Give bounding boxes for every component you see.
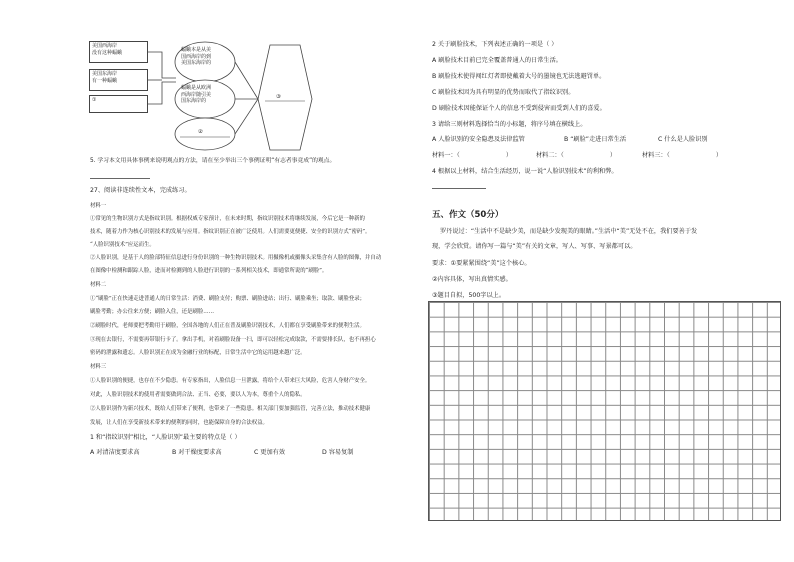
diagram-box-1: ①: [89, 95, 148, 113]
q3-option-a: A 人脸识别的安全隐患及法律监管: [432, 136, 525, 143]
section-27-title: 27、阅读非连续性文本，完成练习。: [90, 187, 191, 194]
essay-requirement-2: ②内容具体，写出真情实感。: [432, 276, 512, 283]
essay-prompt-2: 现，学会欣赏。请你写一篇与“美”有关的文章，写人、写事、写景都可以。: [432, 243, 637, 250]
material-2-title: 材料二: [90, 282, 107, 288]
m3-p2b: 发展，让人们在享受新技术带来的便利的同时，也能保障自身的合法权益。: [90, 420, 268, 426]
q1-option-c: C 更加有效: [254, 449, 286, 456]
q1-option-d: D 容易复制: [322, 449, 354, 456]
q3-blank-3-close: ）: [715, 152, 723, 159]
q2-option-a: A 刷脸技术目前已完全覆盖普通人的日常生活。: [432, 57, 562, 64]
diagram-ellipse-3-label: ②: [198, 129, 203, 135]
q3-blank-2[interactable]: [536, 152, 616, 160]
m2-p2: ②刷脸时代，老师要把考勤用于刷脸，全国各地的人们正在普及刷脸识别技术，人们都在享受刷脸带来的便利生活。: [90, 323, 365, 329]
question-5: 5. 学习本文用具体事例来说明观点的方法，请在至少举出三个事例证明“有志者事竟成”的观点。: [90, 158, 336, 164]
m3-p1: ①人脸识别的便捷，也存在不少隐患。有专家指出，人脸信息一旦泄露，将给个人带来巨大风险，危害人身财产安全。: [90, 378, 371, 384]
q3-blank-1-open: 材料一：（: [432, 152, 460, 159]
diagram-box-east: 美国东海岸 有一种蝠蛾: [89, 69, 148, 91]
m1-p1b: 技术，随着力作为核心识别技术的发展与应用。指纹识别正在被广泛使用。人们需要更便捷、安全的识别方式“密码”。: [90, 229, 371, 235]
q3-option-b: B “刷脸”走进日常生活: [564, 136, 627, 143]
m3-p1b: 对此，人脸识别技术的使用者需要做到合法、正当、必要，要以人为本，尊重个人的隐私。: [90, 392, 306, 398]
question-3-stem: 3 请给三则材料选择恰当的小标题，将序号填在横线上。: [432, 121, 587, 128]
essay-requirement-1: 要求：①要紧紧围绕“美”这个核心。: [432, 260, 531, 267]
q3-blank-3-open: 材料三：（: [642, 152, 670, 159]
diagram-box-west: 美国西海岸 没有这种蝠蛾: [89, 41, 148, 63]
q3-blank-3[interactable]: [642, 152, 722, 160]
diagram-ellipse-2: 蝠蛾是从欧洲 西海岸随引美 国东海岸的: [181, 85, 212, 104]
q2-option-d: D 刷脸技术因能保证个人的信息不受到侵害而受到人们的喜爱。: [432, 105, 606, 112]
q3-option-c: C 什么是人脸识别: [658, 136, 708, 143]
question-2-stem: 2 关于刷脸技术，下列表述正确的一项是（ ）: [432, 41, 558, 48]
m2-p3b: 密码的泄露和遗忘。人脸识别正在成为金融行业的标配，日常生活中它的运用越来越广泛。: [90, 350, 306, 356]
diagram-hex-label: ③: [276, 94, 281, 100]
m1-p2b: 在图像中检测和跟踪人脸，进而对检测到的人脸进行识别的一系列相关技术，即通常所说的“刷脸”。: [90, 268, 328, 274]
q3-blank-1[interactable]: [432, 152, 512, 160]
diagram-lines: [0, 0, 400, 160]
m3-p2: ②人脸识别作为新兴技术，既给人们带来了便利，也带来了一些隐患。相关部门要加强监管，完善立法，推动技术健康: [90, 406, 371, 412]
m2-p1: ①“刷脸”正在快速走进普通人的日常生活：消费、刷脸支付；购票、刷脸进站；出行、刷脸乘坐；取款、刷脸登录；: [90, 296, 366, 302]
q1-option-b: B 对干燥度要求高: [172, 449, 222, 456]
q2-option-c: C 刷脸技术因为具有明显的优势而取代了指纹识别。: [432, 89, 575, 96]
diagram-ellipse-1: 蝠蛾本是从美 国西海岸的到 美国东海岸的: [181, 47, 212, 66]
divider: [90, 178, 150, 179]
question-1-stem: 1 和“指纹识别”相比，“人脸识别”最主要的特点是（ ）: [90, 434, 241, 441]
m2-p1b: 刷脸考勤；办公往来方便；刷脸入住，还是刷脸……: [90, 309, 214, 315]
q2-option-b: B 刷脸技术使得闯红灯者即使戴着大号的墨镜也无法逃避罚单。: [432, 73, 606, 80]
m1-p1: ①常见的生物识别方式是指纹识别。根据权威专家预计，在未来时期，指纹识别技术将继续发展，今后它是一种新的: [90, 216, 365, 222]
essay-heading: 五、作文（50分）: [432, 210, 504, 220]
material-3-title: 材料三: [90, 364, 107, 370]
m2-p3: ③现在去银行，不需要再带银行卡了。拿出手机，对着刷脸设备一扫，即可以轻松完成取款，不需要排长队，也不再担心: [90, 337, 376, 343]
material-1-title: 材料一: [90, 203, 107, 209]
q3-blank-2-close: ）: [609, 152, 617, 159]
q3-blank-2-open: 材料二：（: [536, 152, 564, 159]
essay-requirement-3: ③题目自拟，500字以上。: [432, 292, 506, 299]
m1-p2: ②人脸识别，是基于人的脸部特征信息进行身份识别的一种生物识别技术。用摄像机或摄像头采集含有人脸的图像，并自动: [90, 255, 382, 261]
q3-blank-1-close: ）: [505, 152, 513, 159]
essay-writing-grid[interactable]: [428, 301, 781, 521]
m1-p1c: “人脸识别技术”应运而生。: [90, 242, 155, 248]
essay-prompt-1: 罗丹说过：“生活中不是缺少美，而是缺少发现美的眼睛。”生活中“美”无处不在，我们要善于发: [440, 228, 698, 235]
question-4: 4 根据以上材料，结合生活经历，说一说“人脸识别技术”的利和弊。: [432, 168, 618, 175]
q1-option-a: A 对清洁度要求高: [90, 449, 140, 456]
divider-right: [432, 188, 486, 189]
